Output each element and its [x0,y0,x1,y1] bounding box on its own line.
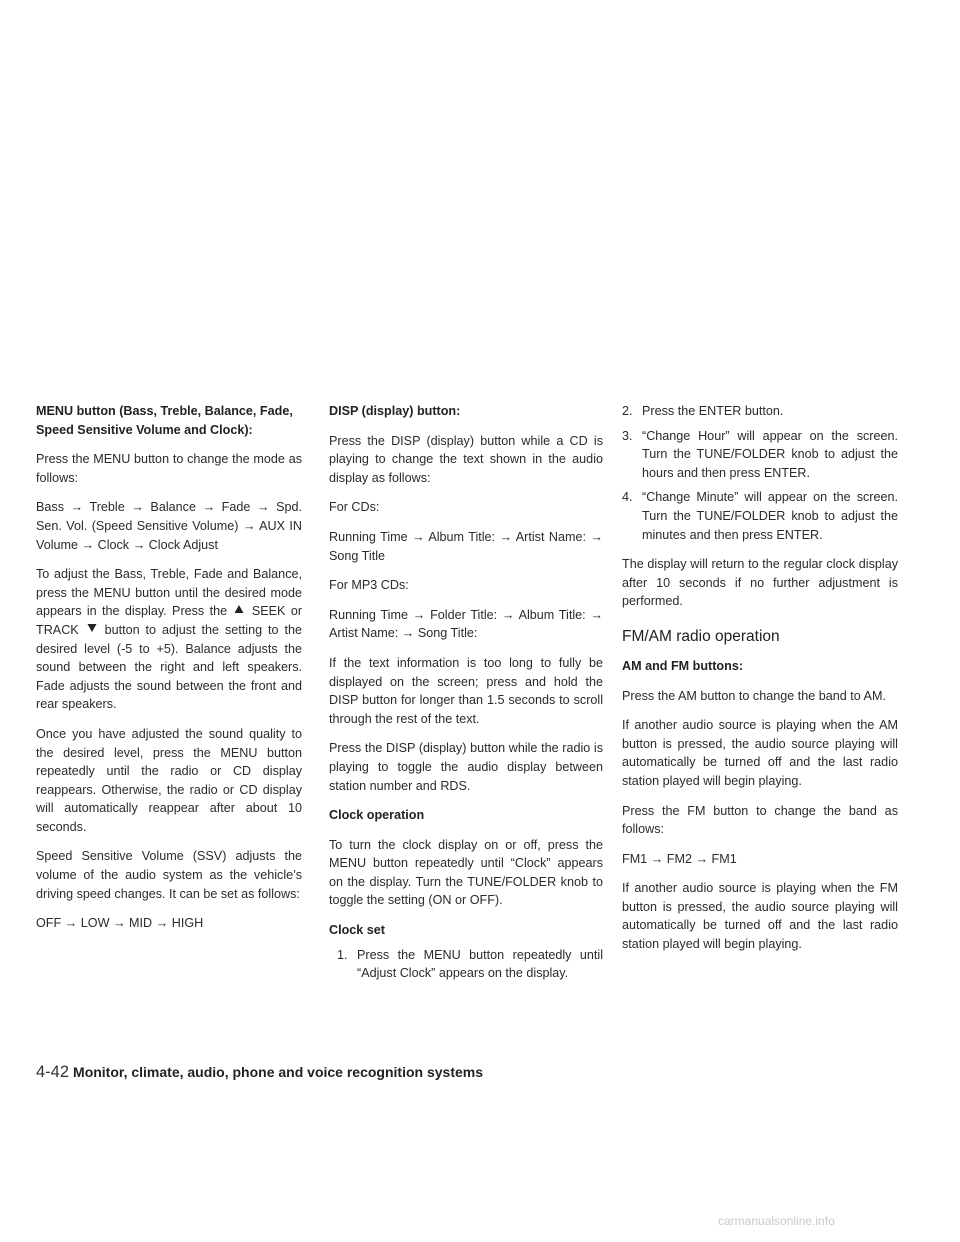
heading-disp-button: DISP (display) button: [329,404,461,418]
heading-clock-operation: Clock operation [329,808,425,823]
triangle-up-icon [234,604,244,614]
paragraph-adjust [36,565,302,714]
heading-am-fm-buttons: AM and FM buttons: [622,658,744,673]
paragraph: FM1 → FM2 → FM1 [622,851,737,866]
paragraph: Press the FM button to change the band as follows: [622,803,898,837]
page-number: 4-42 [36,1063,70,1081]
paragraph: For CDs: [329,500,380,515]
paragraph: Speed Sensitive Volume (SSV) adjusts the volume of the audio system as the vehicle’s driving speed changes. It can be set as follows: [36,849,302,901]
chapter-title: Monitor, climate, audio, phone and voice recognition systems [73,1064,483,1080]
paragraph: Press the DISP (display) button while the radio is playing to toggle the audio display between station number and RDS. [329,741,603,793]
step-text: “Change Minute” will appear on the screen. Turn the TUNE/FOLDER knob to adjust the minutes and then press ENTER. [642,490,898,542]
paragraph: Bass → Treble → Balance → Fade → Spd. Sen. Vol. (Speed Sensitive Volume) → AUX IN Volume → Clock → Clock Adjust [36,500,302,552]
paragraph: Once you have adjusted the sound quality to the desired level, press the MENU button repeatedly until the radio or CD display reappears. Otherwise, the radio or CD display will automatically reappear after about 10 seconds. [36,726,302,834]
step-number: 1. [337,947,348,962]
heading-clock-set: Clock set [329,923,385,938]
column-3 [622,402,898,965]
step-number: 4. [622,490,633,505]
column-2 [329,402,603,994]
step-number: 2. [622,404,633,418]
paragraph: Running Time → Folder Title: → Album Title: → Artist Name: → Song Title: [329,607,603,641]
list-item [622,402,898,421]
paragraph: To turn the clock display on or off, press the MENU button repeatedly until “Clock” appears on the display. Turn the TUNE/FOLDER knob to toggle the setting (ON or OFF). [329,837,603,908]
paragraph: If another audio source is playing when the FM button is pressed, the audio source playing will automatically be turned off and the last radio station played will begin playing. [622,881,898,952]
paragraph: If another audio source is playing when the AM button is pressed, the audio source playing will automatically be turned off and the last radio station played will begin playing. [622,718,898,788]
paragraph: For MP3 CDs: [329,578,409,593]
paragraph: Press the DISP (display) button while a CD is playing to change the text shown in the audio display as follows: [329,433,603,485]
heading-menu-button: MENU button (Bass, Treble, Balance, Fade, Speed Sensitive Volume and Clock): [36,404,293,437]
triangle-down-icon [87,623,97,633]
paragraph: The display will return to the regular clock display after 10 seconds if no further adjustment is performed. [622,557,898,609]
paragraph-text: To adjust the Bass, Treble, Fade and Balance, press the MENU button until the desired mode appears in the display. Press the [36,567,302,619]
paragraph: If the text information is too long to fully be displayed on the screen; press and hold the DISP button for longer than 1.5 seconds to scroll through the rest of the text. [329,655,603,726]
list-item [622,488,898,544]
step-number: 3. [622,428,633,443]
paragraph: Running Time → Album Title: → Artist Name: → Song Title [329,529,603,563]
list-item [622,427,898,483]
paragraph-text: button to adjust the setting to the desired level (-5 to +5). Balance adjusts the sound between the right and left speakers. Fade adjusts the sound between the front and rear speakers. [36,622,303,712]
page-footer [36,1063,483,1082]
section-title-fm-am: FM/AM radio operation [622,627,780,645]
paragraph: OFF → LOW → MID → HIGH [36,916,204,931]
column-1 [36,402,302,944]
step-text: Press the MENU button repeatedly until “Adjust Clock” appears on the display. [357,947,603,981]
list-item [329,946,603,983]
paragraph: Press the AM button to change the band to AM. [622,688,886,703]
paragraph: Press the MENU button to change the mode as follows: [36,452,302,485]
clock-set-steps-cont [622,402,898,544]
step-text: Press the ENTER button. [642,404,784,418]
clock-set-steps [329,946,603,983]
step-text: “Change Hour” will appear on the screen. Turn the TUNE/FOLDER knob to adjust the hours and then press ENTER. [642,428,898,480]
paragraph-text: SEEK or TRACK [36,604,303,637]
watermark: carmanualsonline.info [718,1214,835,1228]
